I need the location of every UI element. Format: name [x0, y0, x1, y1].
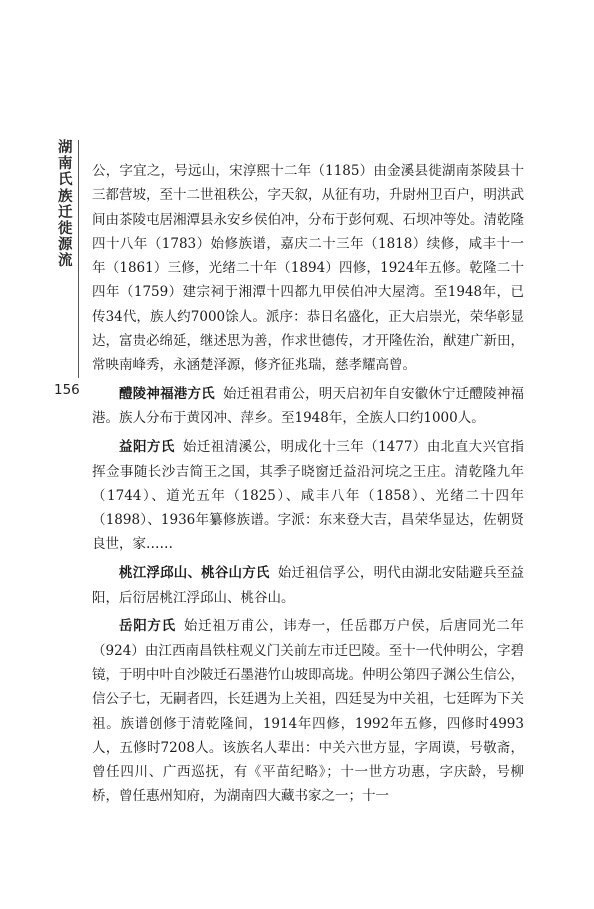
clan-text: 始迁祖信孚公，明代由湖北安陆避兵至益阳，后衍居桃江浮邱山、桃谷山。 [92, 565, 525, 606]
clan-heading: 益阳方氏 [119, 439, 175, 456]
clan-entry [92, 382, 524, 431]
clan-text: 始迁祖万甫公，讳寿一，任岳郡万户侯，后唐同光二年（924）由江西南昌铁柱观义门关前左市迁巴陵。至十一代仲明公，字碧镜，于明中叶自沙陂迁石墨港竹山坡即高垅。仲明公第四子渊公生信公，信公子七，无嗣者四，长廷遇为上关祖，四廷旻为中关祖，七廷晖为下关祖。族谱创修于清乾隆间，1914年四修，1992年五修，四修时4993人，五修时7208人。该族名人辈出：中关六世方显，字周谟，号敬斋，曾任四川、广西巡抚，有《平苗纪略》；十一世方功惠，字庆龄，号柳桥，曾任惠州知府，为湖南四大藏书家之一；十一 [92, 618, 525, 805]
page-body [92, 159, 524, 809]
clan-entry [92, 561, 524, 610]
page-number: 156 [54, 382, 80, 398]
side-divider [78, 140, 79, 378]
clan-heading: 岳阳方氏 [119, 618, 176, 635]
paragraph-text: 公，字宜之，号远山，宋淳熙十二年（1185）由金溪县徙湖南茶陵县十三都营坡，至十二世祖秩公，字天叙，从征有功，升尉州卫百户，明洪武间由茶陵屯居湘潭县永安乡侯伯冲，分布于彭何观、石坝冲等处。清乾隆四十八年（1783）始修族谱，嘉庆二十三年（1818）续修，咸丰十一年（1861）三修，光绪二十年（1894）四修，1924年五修。乾隆二十四年（1759）建宗祠于湘潭十四都九甲侯伯冲大屋湾。至1948年，已传34代，族人约7000馀人。派序：恭日名盛化，正大启崇光，荣华彰显达，富贵必绵延，继述思为善，作求世德传，才开隆佐治，猷建广新田，常映南峰秀，永涵楚泽源，修齐征兆瑞，慈孝耀高曾。 [92, 163, 524, 374]
paragraph-continued [92, 159, 524, 378]
clan-heading: 桃江浮邱山、桃谷山方氏 [119, 565, 270, 582]
clan-heading: 醴陵神福港方氏 [119, 386, 215, 403]
clan-text: 始迁祖清溪公，明成化十三年（1477）由北直大兴官指挥佥事随长沙吉简王之国，其季子晓窗迁益沿河垸之王庄。清乾隆九年（1744）、道光五年（1825）、咸丰八年（1858）、光绪二十四年（1898）、1936年纂修族谱。字派：东来登大吉，昌荣华显达，佐朝贤良世，家…… [92, 439, 525, 553]
clan-text: 始迁祖君甫公，明天启初年自安徽休宁迁醴陵神福港。族人分布于黄冈冲、萍乡。至1948年，全族人口约1000人。 [92, 386, 525, 427]
clan-entry [92, 614, 524, 808]
clan-entry [92, 435, 524, 556]
side-title: 湖南氏族迁徙源流 [58, 140, 73, 270]
